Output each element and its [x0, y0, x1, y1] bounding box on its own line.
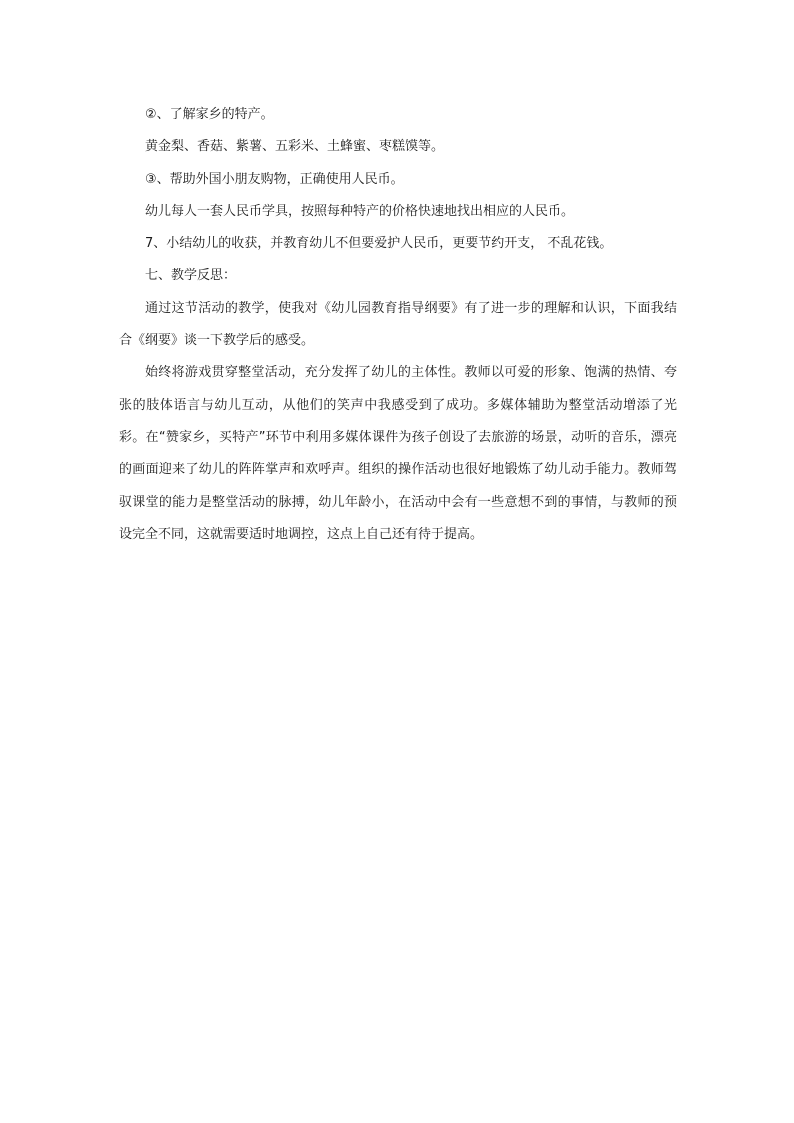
paragraph-reflection-intro: 通过这节活动的教学，使我对《幼儿园教育指导纲要》有了进一步的理解和认识，下面我结合《纲要》谈一下教学后的感受。: [119, 300, 677, 349]
paragraph-understand-specialties: ②、了解家乡的特产。: [145, 107, 274, 122]
paragraph-help-shopping: ③、帮助外国小朋友购物，正确使用人民币。: [145, 171, 404, 187]
paragraph-summary: 7、小结幼儿的收获，并教育幼儿不但要爱护人民币，更要节约开支， 不乱花钱。: [145, 236, 613, 252]
paragraph-reflection-body: 始终将游戏贯穿整堂活动，充分发挥了幼儿的主体性。教师以可爱的形象、饱满的热情、夸张的肢体语言与幼儿互动，从他们的笑声中我感受到了成功。多媒体辅助为整堂活动增添了光彩。在“赞家乡，买特产”环节中利用多媒体课件为孩子创设了去旅游的场景，动听的音乐，漂亮的画面迎来了幼儿的阵阵掌声和欢呼声。组织的操作活动也很好地锻炼了幼儿动手能力。教师驾驭课堂的能力是整堂活动的脉搏，幼儿年龄小，在活动中会有一些意想不到的事情，与教师的预设完全不同，这就需要适时地调控，这点上自己还有待于提高。: [119, 365, 677, 542]
paragraph-money-tools: 幼儿每人一套人民币学具，按照每种特产的价格快速地找出相应的人民币。: [145, 203, 575, 219]
section-heading-reflection: 七、教学反思：: [145, 268, 237, 284]
document-body: [119, 99, 677, 551]
paragraph-specialty-list: 黄金梨、香菇、紫薯、五彩米、土蜂蜜、枣糕馍等。: [145, 139, 445, 155]
